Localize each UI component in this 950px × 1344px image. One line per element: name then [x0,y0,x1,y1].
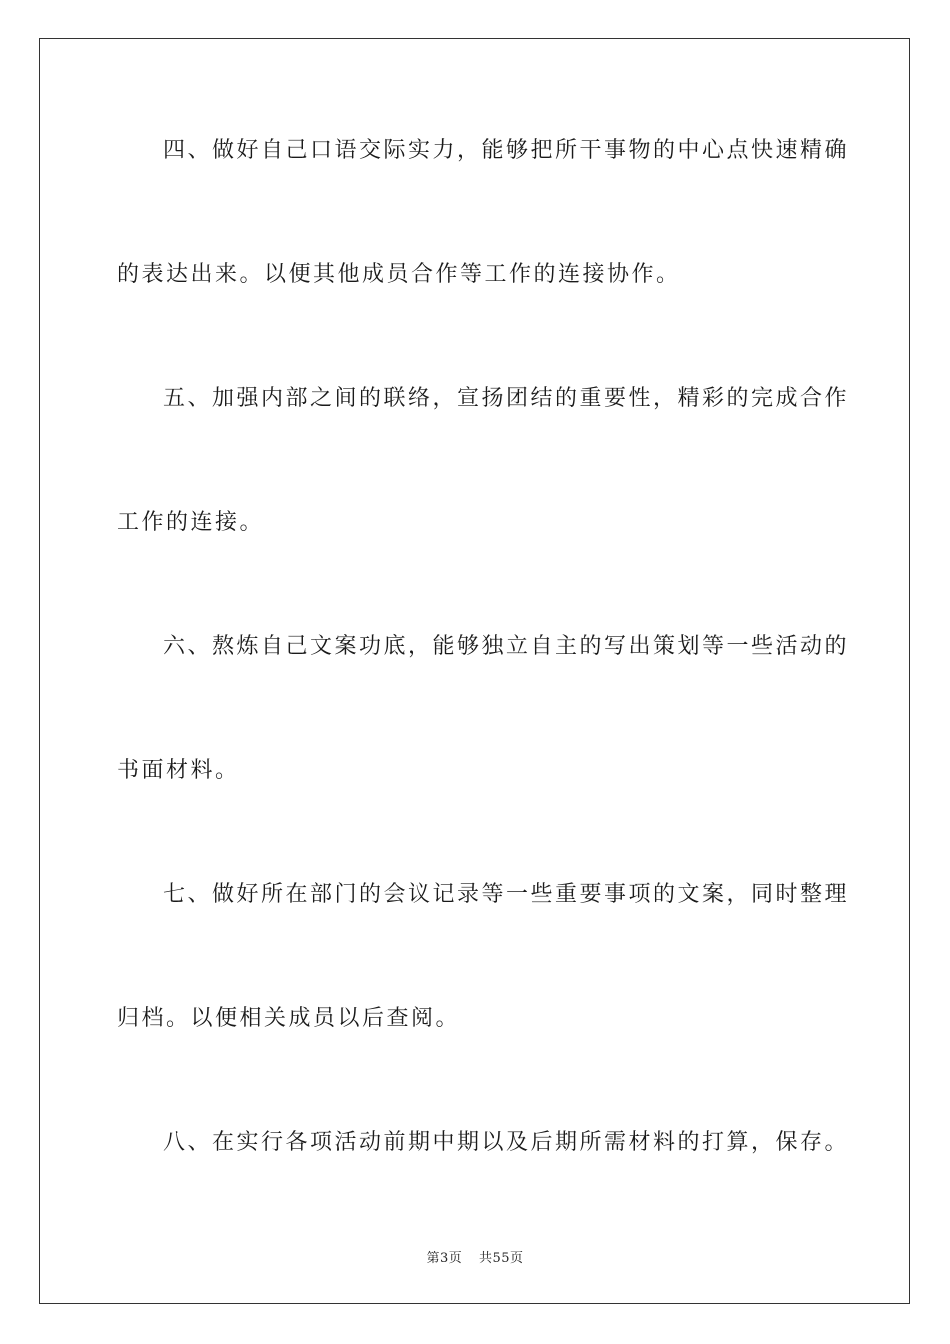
paragraph-8-line-1: 八、在实行各项活动前期中期以及后期所需材料的打算，保存。 [163,1130,850,1155]
page-footer [0,1247,950,1266]
paragraph-4-line-2: 的表达出来。以便其他成员合作等工作的连接协作。 [117,262,681,287]
paragraph-4-line-1: 四、做好自己口语交际实力，能够把所干事物的中心点快速精确 [163,138,850,163]
paragraph-7-line-1: 七、做好所在部门的会议记录等一些重要事项的文案，同时整理 [163,882,850,907]
page-number-total: 共55页 [478,1251,524,1266]
paragraph-5-line-2: 工作的连接。 [117,510,265,535]
paragraph-5-line-1: 五、加强内部之间的联络，宣扬团结的重要性，精彩的完成合作 [163,386,850,411]
paragraph-6-line-1: 六、熬炼自己文案功底，能够独立自主的写出策划等一些活动的 [163,634,850,659]
paragraph-7-line-2: 归档。以便相关成员以后查阅。 [117,1006,461,1031]
page-number-current: 第3页 [426,1251,463,1266]
paragraph-6-line-2: 书面材料。 [117,758,240,783]
page-frame [39,38,910,1304]
